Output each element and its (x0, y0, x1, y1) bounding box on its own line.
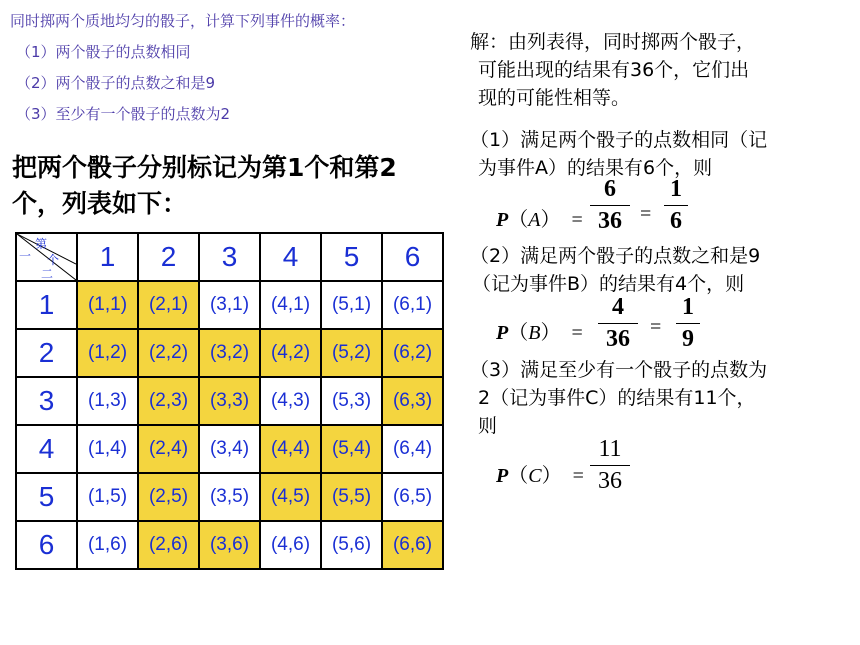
paren: （ (508, 209, 529, 231)
fraction-a-1 (590, 176, 630, 235)
corner-label: 一 (19, 249, 32, 263)
outcome-table-wrap (15, 232, 444, 570)
fraction-bar (590, 205, 630, 206)
problem-item-2: （2）两个骰子的点数之和是9 (16, 74, 216, 92)
outcome-cell: (2,1) (138, 281, 199, 329)
fraction-b-2 (676, 294, 700, 353)
problem-title: 同时掷两个质地均匀的骰子，计算下列事件的概率： (10, 12, 356, 30)
formula-a (496, 203, 583, 232)
prob-symbol: P (496, 322, 509, 344)
numerator: 4 (612, 294, 624, 320)
outcome-cell: (3,5) (199, 473, 260, 521)
outcome-cell: (1,3) (77, 377, 138, 425)
table-row (16, 281, 443, 329)
outcome-cell: (4,5) (260, 473, 321, 521)
numerator: 6 (604, 176, 616, 202)
outcome-cell: (2,6) (138, 521, 199, 569)
formula-c (496, 459, 584, 488)
solution-part-line: （3）满足至少有一个骰子的点数为 (470, 359, 768, 381)
outcome-cell: (4,2) (260, 329, 321, 377)
outcome-cell: (3,2) (199, 329, 260, 377)
outcome-cell: (2,5) (138, 473, 199, 521)
outcome-cell: (5,4) (321, 425, 382, 473)
outcome-table (15, 232, 444, 570)
row-header: 5 (16, 473, 77, 521)
paren: ） (540, 209, 561, 231)
denominator: 36 (598, 468, 622, 494)
solution-intro-line: 解：由列表得，同时掷两个骰子， (470, 31, 756, 53)
outcome-cell: (6,6) (382, 521, 443, 569)
outcome-cell: (2,2) (138, 329, 199, 377)
equals-a: = (640, 203, 652, 225)
table-row (16, 521, 443, 569)
fraction-bar (590, 465, 630, 466)
solution-intro (470, 28, 755, 112)
event-var: A (528, 209, 541, 231)
outcome-cell: (3,1) (199, 281, 260, 329)
denominator: 36 (606, 326, 630, 352)
outcome-cell: (1,1) (77, 281, 138, 329)
solution-intro-line: 可能出现的结果有36个，它们出 (478, 59, 750, 81)
corner-label: 个 (47, 253, 60, 267)
outcome-cell: (6,2) (382, 329, 443, 377)
corner-label: 第 (35, 237, 48, 251)
equals-b: = (650, 316, 662, 338)
outcome-cell: (4,6) (260, 521, 321, 569)
event-var: B (528, 322, 541, 344)
prob-symbol: P (496, 465, 509, 487)
outcome-cell: (4,4) (260, 425, 321, 473)
solution-part-line: （2）满足两个骰子的点数之和是9 (470, 245, 761, 267)
column-header: 2 (138, 233, 199, 281)
fraction-bar (598, 323, 638, 324)
outcome-cell: (6,5) (382, 473, 443, 521)
formula-b (496, 316, 583, 345)
paren: ） (541, 465, 562, 487)
numerator: 11 (598, 436, 622, 462)
solution-part-line: 则 (478, 415, 498, 437)
outcome-cell: (2,3) (138, 377, 199, 425)
fraction-c (590, 436, 630, 495)
outcome-cell: (6,4) (382, 425, 443, 473)
corner-label: 二 (41, 267, 54, 281)
solution-part-line: 2（记为事件C）的结果有11个， (478, 387, 756, 409)
paren: （ (508, 465, 529, 487)
paren: （ (508, 322, 529, 344)
outcome-cell: (4,3) (260, 377, 321, 425)
solution-part-1 (470, 126, 767, 182)
outcome-cell: (3,3) (199, 377, 260, 425)
column-header: 3 (199, 233, 260, 281)
outcome-cell: (5,2) (321, 329, 382, 377)
column-header: 4 (260, 233, 321, 281)
denominator: 36 (598, 208, 622, 234)
outcome-cell: (5,6) (321, 521, 382, 569)
solution-part-line: （1）满足两个骰子的点数相同（记 (470, 129, 768, 151)
outcome-cell: (6,1) (382, 281, 443, 329)
row-header: 1 (16, 281, 77, 329)
prob-symbol: P (496, 209, 509, 231)
equals-sign: = (571, 209, 583, 231)
row-header: 2 (16, 329, 77, 377)
table-row (16, 425, 443, 473)
paren: ） (540, 322, 561, 344)
outcome-cell: (3,4) (199, 425, 260, 473)
problem-statement (10, 6, 355, 130)
problem-item-1: （1）两个骰子的点数相同 (16, 43, 191, 61)
denominator: 6 (670, 208, 682, 234)
table-corner-cell (16, 233, 77, 281)
fraction-b-1 (598, 294, 638, 353)
denominator: 9 (682, 326, 694, 352)
outcome-cell: (6,3) (382, 377, 443, 425)
fraction-bar (664, 205, 688, 206)
outcome-cell: (1,4) (77, 425, 138, 473)
numerator: 1 (670, 176, 682, 202)
solution-part-line: 为事件A）的结果有6个，则 (478, 157, 713, 179)
event-var: C (528, 465, 542, 487)
solution-part-3 (470, 356, 767, 440)
row-header: 6 (16, 521, 77, 569)
outcome-cell: (5,5) (321, 473, 382, 521)
table-row (16, 329, 443, 377)
problem-item-3: （3）至少有一个骰子的点数为2 (16, 105, 231, 123)
fraction-bar (676, 323, 700, 324)
fraction-a-2 (664, 176, 688, 235)
column-header: 6 (382, 233, 443, 281)
table-intro: 把两个骰子分别标记为第1个和第2个，列表如下： (12, 153, 397, 218)
row-header: 4 (16, 425, 77, 473)
equals-sign: = (571, 322, 583, 344)
table-row (16, 473, 443, 521)
outcome-cell: (4,1) (260, 281, 321, 329)
column-header: 5 (321, 233, 382, 281)
solution-intro-line: 现的可能性相等。 (478, 87, 631, 109)
outcome-cell: (1,5) (77, 473, 138, 521)
table-header-row (16, 233, 443, 281)
column-header: 1 (77, 233, 138, 281)
outcome-cell: (5,1) (321, 281, 382, 329)
outcome-cell: (5,3) (321, 377, 382, 425)
outcome-cell: (2,4) (138, 425, 199, 473)
equals-sign: = (572, 465, 584, 487)
outcome-cell: (1,2) (77, 329, 138, 377)
numerator: 1 (682, 294, 694, 320)
solution-part-line: （记为事件B）的结果有4个，则 (472, 273, 745, 295)
outcome-cell: (1,6) (77, 521, 138, 569)
solution-part-2 (470, 242, 760, 298)
row-header: 3 (16, 377, 77, 425)
table-row (16, 377, 443, 425)
outcome-cell: (3,6) (199, 521, 260, 569)
